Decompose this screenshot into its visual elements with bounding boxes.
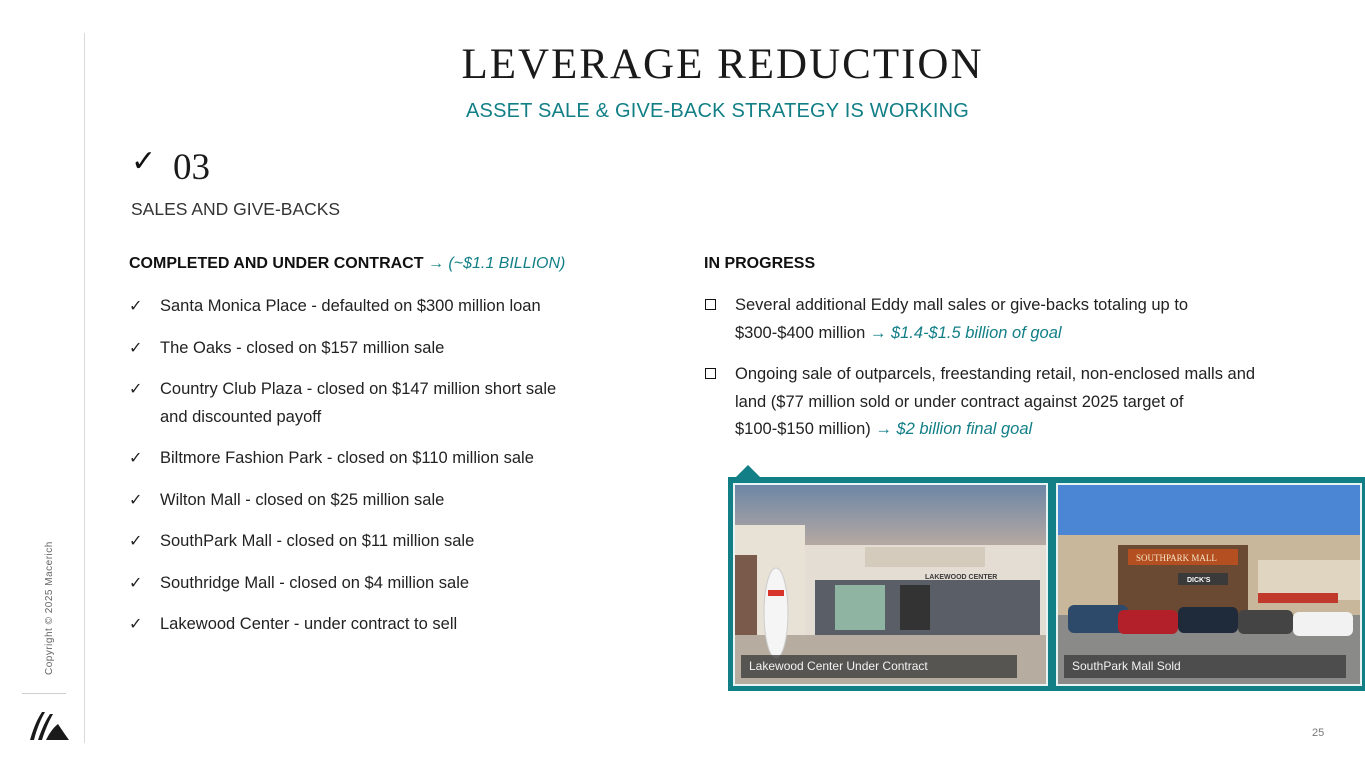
list-item-text: Several additional Eddy mall sales or give-backs totaling up to $300-$400 million (735, 296, 1189, 342)
photo-caption: Lakewood Center Under Contract (741, 655, 1017, 678)
completed-heading (129, 255, 565, 273)
photo-caption: SouthPark Mall Sold (1064, 655, 1346, 678)
list-item (129, 293, 599, 321)
slide-title: LEVERAGE REDUCTION (461, 41, 984, 88)
section-number: 03 (173, 147, 210, 188)
anchor-sign: DICK'S (1187, 577, 1211, 584)
in-progress-list (704, 292, 1264, 458)
checkbox-icon (705, 368, 716, 379)
arrow-right-icon: → (869, 323, 887, 342)
completed-heading-text: COMPLETED AND UNDER CONTRACT (129, 255, 424, 272)
goal-text: $1.4-$1.5 billion of goal (890, 323, 1062, 342)
list-item-text: Biltmore Fashion Park - closed on $110 million sale (160, 449, 534, 467)
check-icon: ✓ (129, 298, 143, 315)
in-progress-heading: IN PROGRESS (704, 255, 816, 272)
list-item (129, 528, 599, 556)
check-icon: ✓ (129, 381, 143, 398)
list-item-text: Southridge Mall - closed on $4 million sale (160, 573, 470, 592)
list-item (129, 570, 599, 598)
list-item (129, 376, 599, 431)
list-item-text: The Oaks - closed on $157 million sale (160, 338, 445, 357)
check-icon: ✓ (129, 339, 143, 357)
lakewood-sign: LAKEWOOD CENTER (925, 574, 998, 581)
checkmark-icon: ✓ (131, 145, 157, 178)
list-item (129, 445, 599, 473)
checkbox-icon (705, 299, 716, 310)
arrow-right-icon: → (427, 255, 444, 272)
completed-list (129, 293, 599, 653)
southpark-mall-photo (1056, 483, 1362, 686)
lakewood-center-photo (733, 483, 1048, 686)
arrow-right-icon: → (875, 420, 892, 438)
list-item (704, 361, 1264, 444)
check-icon: ✓ (129, 533, 143, 550)
list-item-text: Santa Monica Place - defaulted on $300 million loan (160, 297, 541, 315)
check-icon: ✓ (129, 450, 143, 467)
copyright-text: Copyright © 2025 Macerich (44, 541, 55, 675)
list-item (704, 292, 1264, 347)
page-number: 25 (1312, 727, 1325, 739)
completed-total: (~$1.1 BILLION) (448, 255, 566, 272)
left-divider (84, 33, 85, 743)
slide-subtitle: ASSET SALE & GIVE-BACK STRATEGY IS WORKING (466, 100, 969, 122)
check-icon: ✓ (129, 491, 143, 509)
list-item-text: Country Club Plaza - closed on $147 million short sale and discounted payoff (160, 380, 557, 426)
list-item-text: Ongoing sale of outparcels, freestanding retail, non-enclosed malls and land ($77 million sold or under contract against 2025 target of $100-$150 million) (735, 365, 1256, 438)
check-icon: ✓ (129, 574, 143, 592)
logo-divider (22, 693, 66, 694)
macerich-logo-icon (28, 710, 70, 740)
list-item (129, 335, 599, 363)
section-label: SALES AND GIVE-BACKS (131, 199, 341, 219)
check-icon: ✓ (129, 616, 143, 633)
list-item-text: Lakewood Center - under contract to sell (160, 615, 458, 633)
list-item (129, 487, 599, 515)
list-item-text: SouthPark Mall - closed on $11 million sale (160, 532, 475, 550)
list-item (129, 611, 599, 639)
list-item-text: Wilton Mall - closed on $25 million sale (160, 490, 445, 509)
southpark-sign: SOUTHPARK MALL (1136, 553, 1217, 563)
goal-text: $2 billion final goal (896, 420, 1033, 438)
